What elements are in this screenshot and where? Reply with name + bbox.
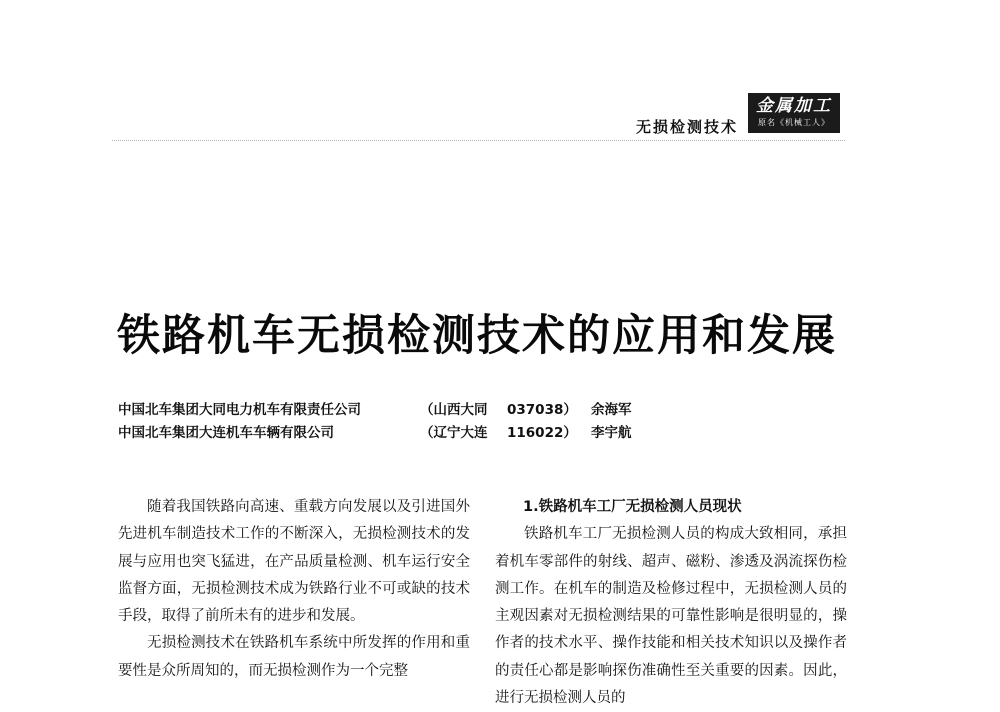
journal-logo-text: 金属加工	[756, 96, 832, 116]
body-column-right	[495, 494, 847, 712]
author-name: 余海军	[591, 402, 632, 418]
section-heading: 1.铁路机车工厂无损检测人员现状	[523, 499, 742, 515]
author-location: （辽宁大连	[420, 425, 488, 441]
author-postcode: 116022）	[507, 425, 577, 441]
journal-logo-subtext: 原名《机械工人》	[758, 118, 830, 127]
body-paragraph: 随着我国铁路向高速、重载方向发展以及引进国外先进机车制造技术工作的不断深入，无损检测技术的发展与应用也突飞猛进，在产品质量检测、机车运行安全监督方面，无损检测技术成为铁路行业不可或缺的技术手段，取得了前所未有的进步和发展。	[118, 499, 470, 625]
author-location: （山西大同	[420, 402, 488, 418]
article-title: 铁路机车无损检测技术的应用和发展	[117, 311, 837, 361]
body-paragraph: 无损检测技术在铁路机车系统中所发挥的作用和重要性是众所周知的，而无损检测作为一个完整	[118, 635, 470, 679]
journal-logo-badge	[748, 93, 840, 133]
author-postcode: 037038）	[507, 402, 577, 418]
author-affiliation: 中国北车集团大同电力机车有限责任公司	[118, 402, 361, 418]
running-head: 无损检测技术	[636, 118, 739, 136]
body-column-left	[118, 494, 470, 685]
body-paragraph: 铁路机车工厂无损检测人员的构成大致相同，承担着机车零部件的射线、超声、磁粉、渗透及涡流探伤检测工作。在机车的制造及检修过程中，无损检测人员的主观因素对无损检测结果的可靠性影响是很明显的，操作者的技术水平、操作技能和相关技术知识以及操作者的责任心都是影响探伤准确性至关重要的因素。因此，进行无损检测人员的	[495, 526, 847, 707]
author-affiliation: 中国北车集团大连机车车辆有限公司	[118, 425, 334, 441]
author-name: 李宇航	[591, 425, 632, 441]
header-divider	[112, 140, 845, 141]
